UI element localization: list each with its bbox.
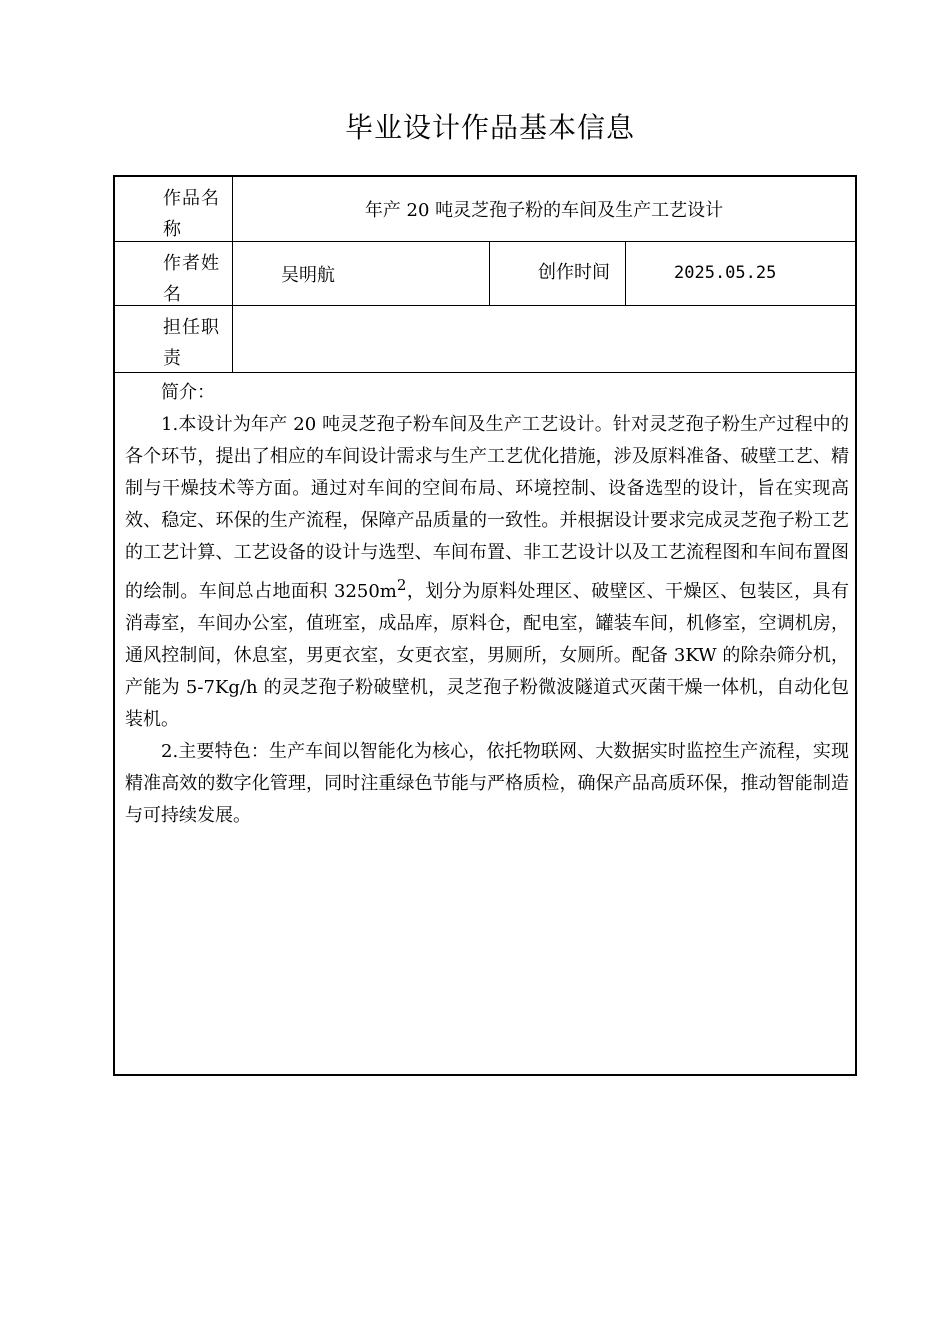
author-value: 吴明航 — [281, 265, 335, 286]
time-label: 创作时间 — [538, 262, 610, 283]
duty-value-cell — [233, 306, 855, 372]
time-value-cell — [626, 242, 855, 305]
duty-value — [233, 306, 855, 372]
intro-section — [125, 377, 849, 832]
area-unit-superscript: 2 — [396, 576, 407, 594]
row-work-name — [115, 177, 855, 242]
intro-paragraph-2: 2.主要特色：生产车间以智能化为核心，依托物联网、大数据实时监控生产流程，实现精准高效的数字化管理，同时注重绿色节能与严格质检，确保产品高质环保，推动智能制造与可持续发展。 — [125, 741, 849, 826]
intro-paragraph-1-part-b: ，划分为原料处理区、破壁区、干燥区、包装区，具有消毒室，车间办公室，值班室，成品库，原料仓，配电室，罐装车间，机修室，空调机房，通风控制间，休息室，男更衣室，女更衣室，男厕所，女厕所。配备 3KW 的除杂筛分机，产能为 5-7Kg/h 的灵芝孢子粉破壁机，灵芝孢子粉微波隧道式灭菌干燥一体机，自动化包装机。 — [125, 581, 849, 730]
work-name-value-cell — [233, 177, 855, 241]
info-table — [113, 175, 857, 1076]
intro-heading: 简介： — [161, 382, 215, 403]
work-name-label: 作品名称 — [163, 188, 220, 240]
work-name-label-cell — [115, 177, 233, 241]
duty-label: 担任职责 — [163, 317, 220, 369]
row-duty — [115, 306, 855, 373]
work-name-value: 年产 20 吨灵芝孢子粉的车间及生产工艺设计 — [364, 200, 724, 221]
duty-label-cell — [115, 306, 233, 372]
author-value-cell — [233, 242, 490, 305]
time-value: 2025.05.25 — [674, 263, 777, 283]
row-author — [115, 242, 855, 306]
intro-paragraph-1-part-a: 1.本设计为年产 20 吨灵芝孢子粉车间及生产工艺设计。针对灵芝孢子粉生产过程中的各个环节，提出了相应的车间设计需求与生产工艺优化措施，涉及原料准备、破壁工艺、精制与干燥技术等方面。通过对车间的空间布局、环境控制、设备选型的设计，旨在实现高效、稳定、环保的生产流程，保障产品质量的一致性。并根据设计要求完成灵芝孢子粉工艺的工艺计算、工艺设备的设计与选型、车间布置、非工艺设计以及工艺流程图和车间布置图的绘制。车间总占地面积 3250m — [125, 414, 849, 602]
author-label: 作者姓名 — [163, 253, 220, 305]
page-title: 毕业设计作品基本信息 — [344, 111, 635, 144]
intro-paragraph-1 — [125, 409, 849, 736]
time-label-cell — [490, 242, 626, 305]
author-label-cell — [115, 242, 233, 305]
